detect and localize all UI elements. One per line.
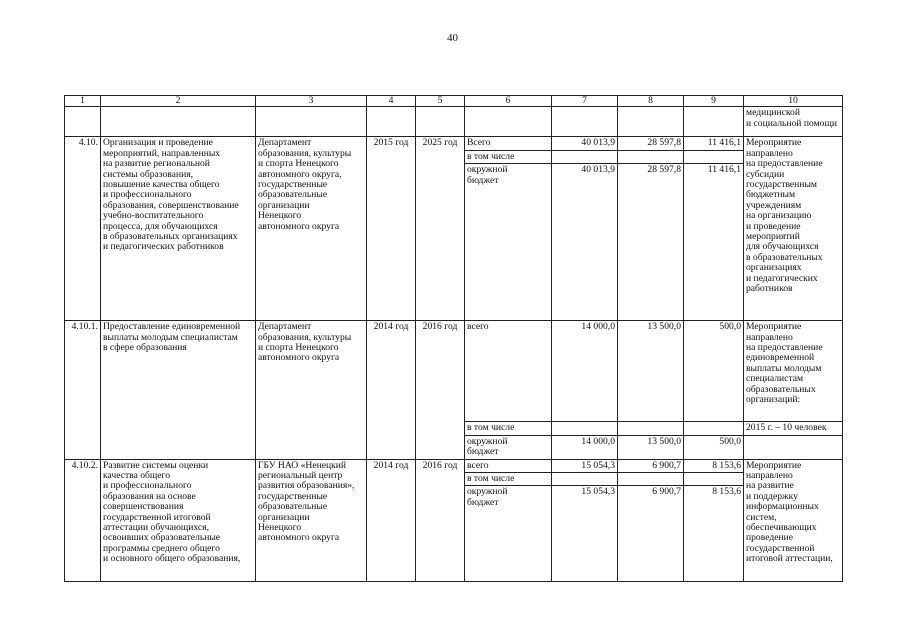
header-cell: 4 (367, 96, 416, 107)
row-id: 4.10. (65, 137, 101, 321)
table-row (65, 321, 843, 422)
continuation-note: медицинской и социальной помощи (744, 107, 843, 137)
row-note: Мероприятие направлено на предоставление единовременной выплаты молодым специалистам образовательных организаций: (744, 321, 843, 422)
header-row (65, 96, 843, 107)
source-total: Всего (465, 137, 552, 150)
value-budget-8: 13 500,0 (618, 435, 684, 459)
source-budget: окружной бюджет (465, 435, 552, 459)
header-cell: 10 (744, 96, 843, 107)
table-row (65, 459, 843, 472)
row-note: Мероприятие направлено на предоставление субсидии государственным бюджетным учреждениям на организацию и проведение мероприятий для обучающихся в образовательных организациях и педагогических работников (744, 137, 843, 321)
row-start: 2014 год (367, 321, 416, 459)
row-start: 2015 год (367, 137, 416, 321)
row-end: 2016 год (416, 321, 465, 459)
value-budget-8: 6 900,7 (618, 486, 684, 582)
row-name: Предоставление единовременной выплаты молодым специалистам в сфере образования (101, 321, 256, 459)
source-including: в том числе (465, 473, 552, 486)
value-budget-9: 500,0 (684, 435, 744, 459)
header-cell: 3 (256, 96, 367, 107)
value-total-7: 14 000,0 (552, 321, 618, 422)
row-end: 2016 год (416, 459, 465, 582)
value-total-8: 13 500,0 (618, 321, 684, 422)
source-total: всего (465, 459, 552, 472)
table-row (65, 137, 843, 150)
source-including: в том числе (465, 422, 552, 435)
header-cell: 1 (65, 96, 101, 107)
source-budget: окружной бюджет (465, 486, 552, 582)
value-total-9: 8 153,6 (684, 459, 744, 472)
header-cell: 9 (684, 96, 744, 107)
value-total-9: 11 416,1 (684, 137, 744, 150)
value-total-9: 500,0 (684, 321, 744, 422)
row-name: Развитие системы оценки качества общего и профессионального образования на основе совершенствования государственной итоговой аттестации обучающихся, освоивших образовательные программы среднего общего и основного общего образования, (101, 459, 256, 582)
value-total-7: 40 013,9 (552, 137, 618, 150)
source-total: всего (465, 321, 552, 422)
row-id: 4.10.1. (65, 321, 101, 459)
row-id: 4.10.2. (65, 459, 101, 582)
value-total-7: 15 054,3 (552, 459, 618, 472)
row-executor: Департамент образования, культуры и спорта Ненецкого автономного округа, государственные образовательные организации Ненецкого автономного округа (256, 137, 367, 321)
value-budget-9: 11 416,1 (684, 164, 744, 321)
source-including: в том числе (465, 150, 552, 163)
value-budget-7: 40 013,9 (552, 164, 618, 321)
row-name: Организация и проведение мероприятий, направленных на развитие региональной системы образования, повышение качества общего и профессионального образования, совершенствование учебно-воспитательного процесса, для обучающихся в образовательных организациях и педагогических работников (101, 137, 256, 321)
header-cell: 8 (618, 96, 684, 107)
page-number: 40 (447, 32, 458, 44)
value-budget-7: 14 000,0 (552, 435, 618, 459)
value-budget-7: 15 054,3 (552, 486, 618, 582)
row-end: 2025 год (416, 137, 465, 321)
row-executor: ГБУ НАО «Ненецкий региональный центр развития образования», государственные образовательные организации Ненецкого автономного округа (256, 459, 367, 582)
row-note: Мероприятие направлено на развитие и поддержку информационных систем, обеспечивающих проведение государственной итоговой аттестации, (744, 459, 843, 582)
row-start: 2014 год (367, 459, 416, 582)
header-cell: 6 (465, 96, 552, 107)
program-table (64, 95, 843, 582)
header-cell: 7 (552, 96, 618, 107)
header-cell: 2 (101, 96, 256, 107)
value-budget-9: 8 153,6 (684, 486, 744, 582)
value-total-8: 28 597,8 (618, 137, 684, 150)
value-budget-8: 28 597,8 (618, 164, 684, 321)
value-total-8: 6 900,7 (618, 459, 684, 472)
header-cell: 5 (416, 96, 465, 107)
source-budget: окружной бюджет (465, 164, 552, 321)
row-note-detail: 2015 г. – 10 человек (744, 422, 843, 435)
continuation-row (65, 107, 843, 137)
row-executor: Департамент образования, культуры и спорта Ненецкого автономного округа (256, 321, 367, 459)
